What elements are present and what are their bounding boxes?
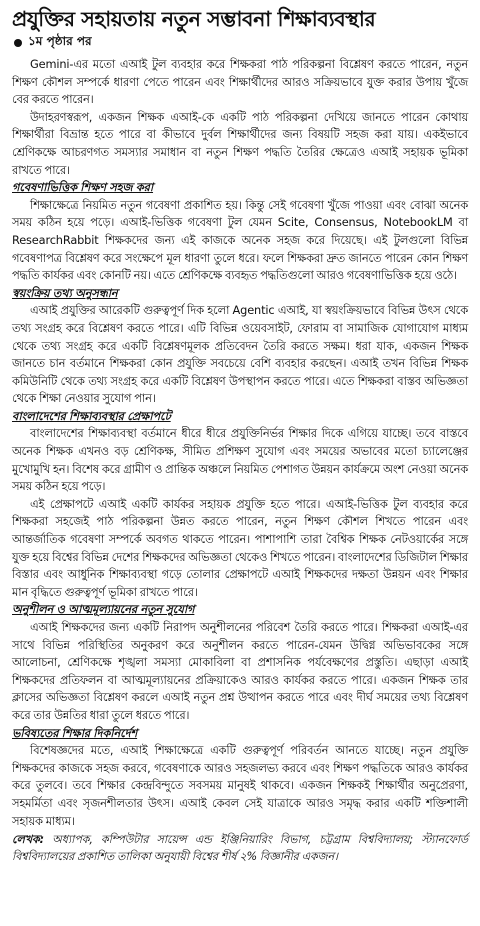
article-body [12, 56, 468, 865]
article [6, 0, 474, 865]
paragraph: এই প্রেক্ষাপটে এআই একটি কার্যকর সহায়ক প্রযুক্তি হতে পারে। এআই-ভিত্তিক টুল ব্যবহার করে শিক্ষকরা সহজেই পাঠ পরিকল্পনা উন্নত করতে পারেন, নতুন শিক্ষণ কৌশল শিখতে পারেন এবং আন্তর্জাতিক গবেষণা সম্পর্কে অবগত থাকতে পারেন। পাশাপাশি তারা বৈশ্বিক শিক্ষক নেটওয়ার্কের সঙ্গে যুক্ত হয়ে বিশ্বের বিভিন্ন দেশের শিক্ষকদের অভিজ্ঞতা থেকেও শিখতে পারেন। বাংলাদেশের ডিজিটাল শিক্ষার বিস্তার এবং আধুনিক শিক্ষাব্যবস্থা গড়ে তোলার প্রেক্ষাপটে এআই শিক্ষকদের দক্ষতা উন্নয়ন এবং শিক্ষার মান বৃদ্ধিতে গুরুত্বপূর্ণ ভূমিকা রাখতে পারে। [12, 496, 469, 599]
paragraph: শিক্ষাক্ষেত্রে নিয়মিত নতুন গবেষণা প্রকাশিত হয়। কিন্তু সেই গবেষণা খুঁজে পাওয়া এবং বোঝা অনেক সময় কঠিন হয়ে পড়ে। এআই-ভিত্তিক গবেষণা টুল যেমন Scite, Consensus, NotebookLM বা ResearchRabbit শিক্ষকদের জন্য এই কাজকে অনেক সহজ করে দিয়েছে। এই টুলগুলো বিভিন্ন গবেষণাপত্র বিশ্লেষণ করে সংক্ষেপে মূল ধারণা তুলে ধরে। ফলে শিক্ষকরা দ্রুত জানতে পারেন কোন শিক্ষণ পদ্ধতি কার্যকর এবং কোনটি নয়। এতে শ্রেণিকক্ষে ব্যবহৃত পদ্ধতিগুলো আরও গবেষণাভিত্তিক হয়ে ওঠে। [12, 197, 468, 283]
paragraph: উদাহরণস্বরূপ, একজন শিক্ষক এআই-কে একটি পাঠ পরিকল্পনা দেখিয়ে জানতে পারেন কোথায় শিক্ষার্থীরা বিভ্রান্ত হতে পারে বা কীভাবে দুর্বল শিক্ষার্থীদের জন্য বিষয়টি সহজ করা যায়। একইভাবে শ্রেণিকক্ষে আচরণগত সমস্যার সমাধান বা নতুন শিক্ষণ পদ্ধতি তৈরির ক্ষেত্রেও এআই সহায়ক ভূমিকা রাখতে পারে। [12, 109, 468, 177]
author-label: লেখক: [12, 833, 44, 847]
continued-label: ১ম পৃষ্ঠার পর [28, 34, 92, 48]
author-note [12, 831, 468, 865]
headline: প্রযুক্তির সহায়তায় নতুন সম্ভাবনা শিক্ষাব্যবস্থার [12, 7, 376, 31]
author-text: অধ্যাপক, কম্পিউটার সায়েন্স এন্ড ইঞ্জিনিয়ারিং বিভাগ, চট্টগ্রাম বিশ্ববিদ্যালয়; স্ট্যানফোর্ড বিশ্ববিদ্যালয়ের প্রকাশিত তালিকা অনুযায়ী বিশ্বের শীর্ষ ২% বিজ্ঞানীর একজন। [12, 833, 468, 864]
section-heading: ভবিষ্যতের শিক্ষার দিকনির্দেশ [12, 725, 138, 740]
section-heading: স্বয়ংক্রিয় তথ্য অনুসন্ধান [12, 285, 118, 300]
section-heading: বাংলাদেশের শিক্ষাব্যবস্থার প্রেক্ষাপটে [12, 408, 171, 423]
continued-marker [14, 33, 468, 53]
paragraph: Gemini-এর মতো এআই টুল ব্যবহার করে শিক্ষকরা পাঠ পরিকল্পনা বিশ্লেষণ করতে পারেন, নতুন শিক্ষণ কৌশল সম্পর্কে ধারণা পেতে পারেন এবং শিক্ষার্থীদের আরও সক্রিয়ভাবে যুক্ত করার উপায় খুঁজে বের করতে পারেন। [12, 57, 468, 107]
bullet-icon [14, 39, 22, 47]
paragraph: এআই প্রযুক্তির আরেকটি গুরুত্বপূর্ণ দিক হলো Agentic এআই, যা স্বয়ংক্রিয়ভাবে বিভিন্ন উৎস থেকে তথ্য সংগ্রহ করে বিশ্লেষণ করতে পারে। এটি বিভিন্ন ওয়েবসাইট, ফোরাম বা সামাজিক যোগাযোগ মাধ্যম থেকে তথ্য সংগ্রহ করে একটি বিশ্লেষণমূলক প্রতিবেদন তৈরি করতে সক্ষম। ধরা যাক, একজন শিক্ষক জানতে চান বর্তমানে শিক্ষকরা কোন প্রযুক্তি সবচেয়ে বেশি ব্যবহার করছেন। এআই তখন বিভিন্ন শিক্ষক কমিউনিটি থেকে তথ্য সংগ্রহ করে একটি বিশ্লেষণ উপস্থাপন করতে পারে। এতে শিক্ষকরা বাস্তব অভিজ্ঞতা থেকে শিক্ষা নেওয়ার সুযোগ পান। [12, 303, 468, 406]
section-heading: গবেষণাভিত্তিক শিক্ষণ সহজ করা [12, 180, 154, 195]
paragraph: বিশেষজ্ঞদের মতে, এআই শিক্ষাক্ষেত্রে একটি গুরুত্বপূর্ণ পরিবর্তন আনতে যাচ্ছে। নতুন প্রযুক্তি শিক্ষকদের কাজকে সহজ করবে, গবেষণাকে আরও সহজলভ্য করবে এবং শিক্ষণ পদ্ধতিকে আরও কার্যকর করে তুলবে। তবে শিক্ষার কেন্দ্রবিন্দুতে সবসময় মানুষই থাকবে। একজন শিক্ষকই শিক্ষার্থীর অনুপ্রেরণা, সহমর্মিতা এবং সৃজনশীলতার উৎস। এআই কেবল সেই যাত্রাকে আরও সমৃদ্ধ করার একটি শক্তিশালী সহায়ক মাধ্যম। [12, 743, 468, 828]
paragraph: বাংলাদেশের শিক্ষাব্যবস্থা বর্তমানে ধীরে ধীরে প্রযুক্তিনির্ভর শিক্ষার দিকে এগিয়ে যাচ্ছে। তবে বাস্তবে অনেক শিক্ষক এখনও বড় শ্রেণিকক্ষ, সীমিত প্রশিক্ষণ সুযোগ এবং সময়ের অভাবের মতো চ্যালেঞ্জের মুখোমুখি হন। বিশেষ করে গ্রামীণ ও প্রান্তিক অঞ্চলে নিয়মিত পেশাগত উন্নয়ন কার্যক্রমে অংশ নেওয়া অনেক সময় কঠিন হয়ে পড়ে। [12, 426, 468, 494]
section-heading: অনুশীলন ও আত্মমূল্যায়নের নতুন সুযোগ [12, 602, 195, 617]
paragraph: এআই শিক্ষকদের জন্য একটি নিরাপদ অনুশীলনের পরিবেশ তৈরি করতে পারে। শিক্ষকরা এআই-এর সাথে বিভিন্ন পরিস্থিতির অনুকরণ করে অনুশীলন করতে পারেন-যেমন উদ্বিগ্ন অভিভাবকের সঙ্গে আলোচনা, শ্রেণিকক্ষে শৃঙ্খলা সমস্যা মোকাবিলা বা প্রশাসনিক পর্যবেক্ষণের প্রস্তুতি। এছাড়া এআই শিক্ষকদের প্রতিফলন বা আত্মমূল্যায়নের প্রক্রিয়াকেও আরও কার্যকর করতে পারে। একজন শিক্ষক তার ক্লাসের অভিজ্ঞতা বিশ্লেষণ করলে এআই নতুন প্রশ্ন উত্থাপন করতে পারে এবং দীর্ঘ সময়ের তথ্য বিশ্লেষণ করে তার উন্নতির ধারা তুলে ধরতে পারে। [12, 620, 468, 722]
